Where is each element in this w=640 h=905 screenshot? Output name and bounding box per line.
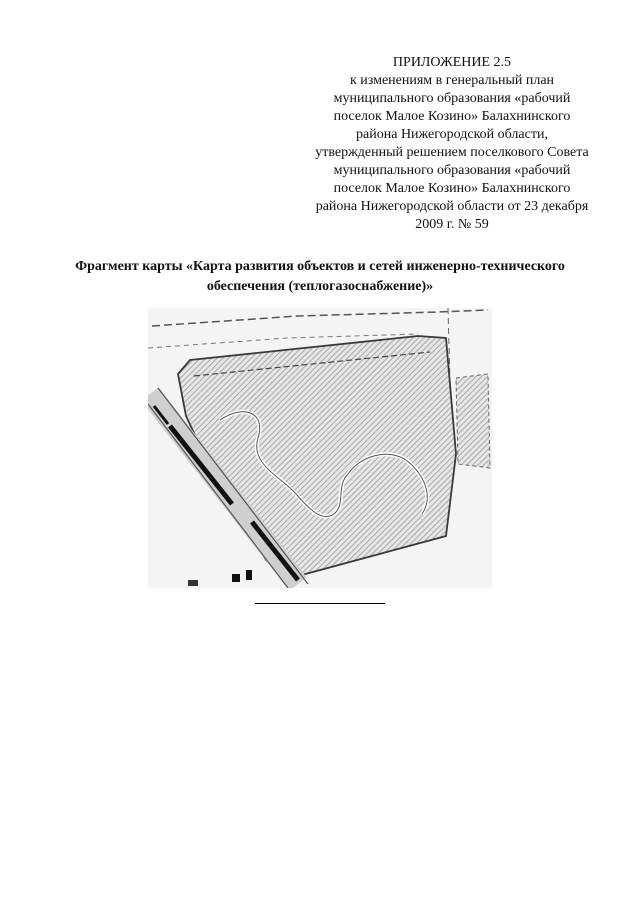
separator-line — [255, 603, 385, 604]
title-line: обеспечения (теплогазоснабжение)» — [206, 279, 434, 294]
title-line: Фрагмент карты «Карта развития объектов и сетей инженерно-технического — [75, 259, 565, 274]
header-line: района Нижегородской области, — [356, 127, 548, 142]
header-line: поселок Малое Козино» Балахнинского — [333, 109, 571, 124]
map-structure — [456, 374, 490, 468]
header-line: муниципального образования «рабочий — [333, 163, 571, 178]
map-marker — [188, 580, 198, 586]
map-marker — [246, 570, 252, 580]
header-line: района Нижегородской области от 23 декабря — [315, 199, 589, 214]
header-line: муниципального образования «рабочий — [333, 91, 571, 106]
appendix-number: ПРИЛОЖЕНИЕ 2.5 — [392, 55, 512, 70]
map-fragment-title — [20, 257, 620, 297]
header-line: к изменениям в генеральный план — [349, 73, 555, 88]
header-line: 2009 г. № 59 — [415, 217, 489, 232]
map-fragment-image — [148, 308, 492, 588]
appendix-header — [300, 54, 604, 234]
map-marker — [232, 574, 240, 582]
header-line: утвержденный решением поселкового Совета — [315, 145, 589, 160]
header-line: поселок Малое Козино» Балахнинского — [333, 181, 571, 196]
